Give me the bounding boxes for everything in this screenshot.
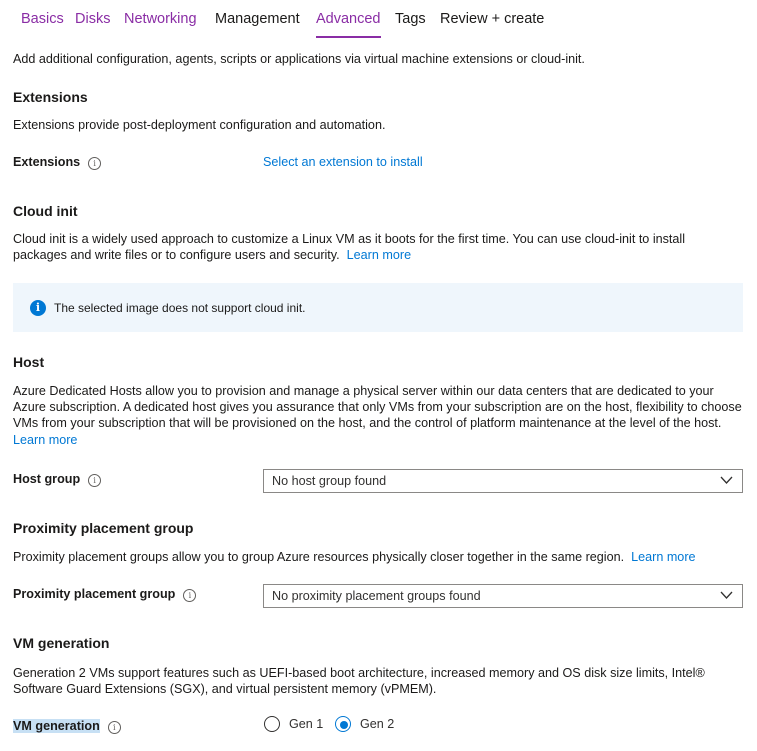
proximity-group-value: No proximity placement groups found <box>272 589 481 603</box>
select-extension-link[interactable]: Select an extension to install <box>263 155 423 169</box>
extensions-description: Extensions provide post-deployment configuration and automation. <box>13 118 386 132</box>
host-group-value: No host group found <box>272 474 387 488</box>
radio-circle[interactable] <box>264 716 280 732</box>
host-group-label-row <box>13 471 101 487</box>
tab-advanced[interactable]: Advanced <box>316 11 381 27</box>
tab-networking[interactable]: Networking <box>124 11 197 27</box>
proximity-description-block <box>13 549 696 565</box>
banner-text: The selected image does not support cloud init. <box>54 301 306 315</box>
proximity-label: Proximity placement group <box>13 587 176 601</box>
vm-generation-label: VM generation <box>13 719 100 733</box>
host-description: Azure Dedicated Hosts allow you to provision and manage a physical server within our data centers that are dedicated to your Azure subscription. A dedicated host gives you assurance that only VMs from your subscription are on the host, flexibility to choose VMs from your subscription that will be provisioned on the host, and the control of platform maintenance at the level of the host. <box>13 384 742 431</box>
chevron-down-icon <box>720 590 733 600</box>
tab-management[interactable]: Management <box>215 11 300 27</box>
host-learn-more-link[interactable]: Learn more <box>13 432 78 447</box>
vm-generation-heading: VM generation <box>13 635 110 651</box>
radio-dot <box>340 721 348 729</box>
proximity-label-row <box>13 586 196 602</box>
info-icon[interactable]: i <box>88 474 101 487</box>
tab-disks[interactable]: Disks <box>75 11 111 27</box>
tab-review-create[interactable]: Review + create <box>440 11 545 27</box>
radio-circle-selected[interactable] <box>335 716 351 732</box>
chevron-down-icon <box>720 475 733 485</box>
vm-generation-label-row <box>13 718 121 734</box>
extensions-label-row <box>13 154 101 170</box>
radio-gen2-label: Gen 2 <box>360 717 395 731</box>
tab-tags[interactable]: Tags <box>395 11 426 27</box>
host-group-dropdown[interactable] <box>263 469 743 493</box>
radio-gen1-label: Gen 1 <box>289 717 324 731</box>
info-filled-icon: i <box>30 300 46 316</box>
host-heading: Host <box>13 354 45 370</box>
extensions-heading: Extensions <box>13 89 88 105</box>
host-description-block <box>13 383 743 448</box>
proximity-description: Proximity placement groups allow you to group Azure resources physically closer together in the same region. <box>13 550 625 564</box>
cloud-init-description: Cloud init is a widely used approach to customize a Linux VM as it boots for the first time. You can use cloud-init to install packages and write files or to configure users and security. <box>13 232 686 263</box>
tab-basics[interactable]: Basics <box>21 11 64 27</box>
extensions-label: Extensions <box>13 155 81 169</box>
proximity-group-dropdown[interactable] <box>263 584 743 608</box>
cloud-init-description-block <box>13 231 738 263</box>
cloud-init-heading: Cloud init <box>13 203 78 219</box>
info-icon[interactable]: i <box>108 721 121 734</box>
intro-text: Add additional configuration, agents, scripts or applications via virtual machine extensions or cloud-init. <box>13 52 585 66</box>
host-group-label: Host group <box>13 472 81 486</box>
cloud-init-learn-more-link[interactable]: Learn more <box>346 248 412 263</box>
cloud-init-info-banner <box>13 283 743 332</box>
vm-generation-description: Generation 2 VMs support features such as UEFI-based boot architecture, increased memory and OS disk size limits, Intel® Software Guard Extensions (SGX), and virtual persistent memory (vPMEM). <box>13 666 705 697</box>
info-icon[interactable]: i <box>88 157 101 170</box>
proximity-heading: Proximity placement group <box>13 520 194 536</box>
info-icon[interactable]: i <box>183 589 196 602</box>
proximity-learn-more-link[interactable]: Learn more <box>631 550 696 564</box>
